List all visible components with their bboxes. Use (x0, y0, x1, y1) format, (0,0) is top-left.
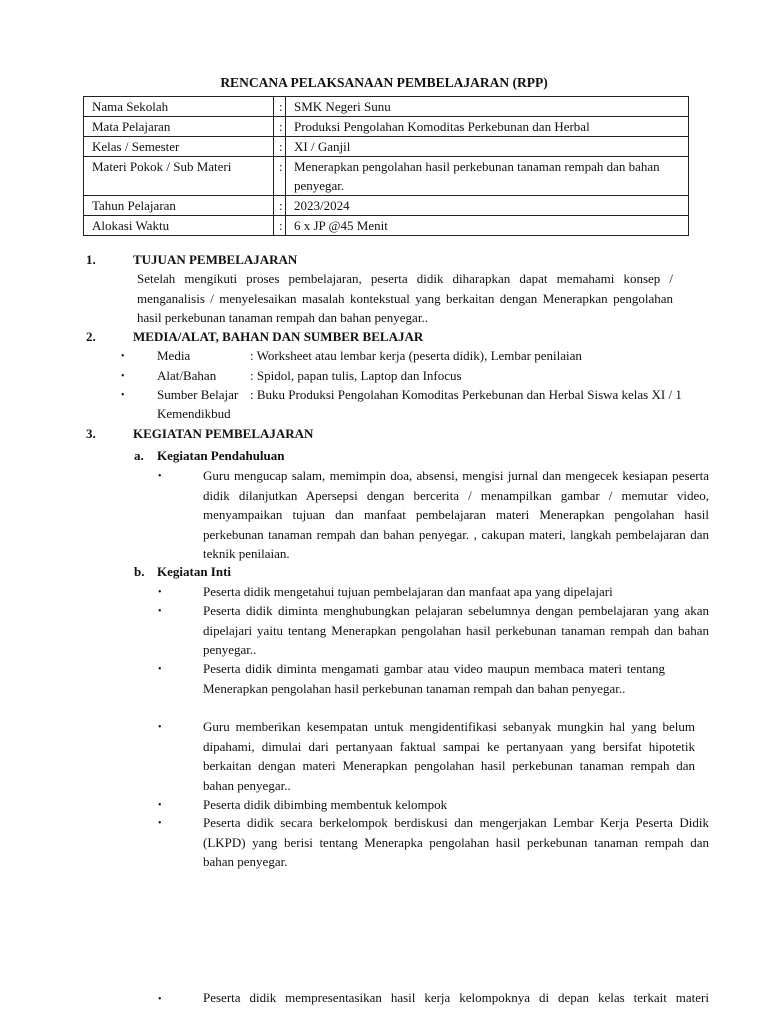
section-3-heading: KEGIATAN PEMBELAJARAN (133, 426, 314, 441)
bullet-icon: • (121, 390, 125, 401)
row-value: XI / Ganjil (286, 137, 689, 157)
section-1-text: Setelah mengikuti proses pembelajaran, peserta didik diharapkan dapat memahami konsep / menganalisis / menyelesaikan masalah kontekstual yang berkaitan dengan Menerapkan pengolahan hasil perkebunan tanaman rempah dan bahan penyegar.. (137, 271, 673, 326)
bullet-icon: • (158, 664, 162, 675)
table-row (84, 97, 689, 117)
bullet-icon: • (158, 994, 162, 1005)
row-separator: : (274, 216, 286, 236)
alat-bahan-label: Alat/Bahan (157, 368, 217, 383)
info-table (83, 96, 689, 236)
row-separator: : (274, 137, 286, 157)
bullet-icon: • (158, 818, 162, 829)
row-separator: : (274, 157, 286, 196)
list-item: Peserta didik secara berkelompok berdiskusi dan mengerjakan Lembar Kerja Peserta Didik (LKPD) yang berisi tentang Menerapka pengolahan hasil perkebunan tanaman rempah dan bahan penyegar. (203, 815, 709, 870)
subsection-a-heading: Kegiatan Pendahuluan (157, 448, 285, 463)
bullet-icon: • (158, 587, 162, 598)
list-item: Peserta didik diminta menghubungkan pelajaran sebelumnya dengan pembelajaran yang akan dipelajari yaitu tentang Menerapkan pengolahan hasil perkebunan tanaman rempah dan bahan penyegar.. (203, 603, 709, 658)
media-label: Media (157, 348, 191, 363)
table-row (84, 157, 689, 196)
section-2-heading: MEDIA/ALAT, BAHAN DAN SUMBER BELAJAR (133, 329, 424, 344)
bullet-icon: • (121, 351, 125, 362)
row-value: Menerapkan pengolahan hasil perkebunan tanaman rempah dan bahan penyegar. (286, 157, 689, 196)
bullet-icon: • (158, 606, 162, 617)
row-separator: : (274, 117, 286, 137)
subsection-a-marker: a. (134, 448, 144, 463)
document-title: RENCANA PELAKSANAAN PEMBELAJARAN (RPP) (220, 75, 548, 90)
section-1-heading: TUJUAN PEMBELAJARAN (133, 252, 298, 267)
table-row (84, 196, 689, 216)
row-label: Nama Sekolah (84, 97, 274, 117)
subsection-b-marker: b. (134, 564, 145, 579)
bullet-icon: • (158, 471, 162, 482)
table-row (84, 216, 689, 236)
row-label: Tahun Pelajaran (84, 196, 274, 216)
row-label: Kelas / Semester (84, 137, 274, 157)
bullet-icon: • (158, 800, 162, 811)
section-3-number: 3. (86, 426, 96, 441)
section-1-number: 1. (86, 252, 96, 267)
sumber-belajar-label: Sumber Belajar (157, 387, 239, 402)
list-item: Guru memberikan kesempatan untuk mengidentifikasi sebanyak mungkin hal yang belum dipahami, dimulai dari pertanyaan faktual sampai ke pertanyaan yang bersifat hipotetik berkaitan dengan materi Menerapkan pengolahan hasil perkebunan tanaman rempah dan bahan penyegar.. (203, 719, 695, 793)
subsection-b-heading: Kegiatan Inti (157, 564, 232, 579)
row-separator: : (274, 97, 286, 117)
table-row (84, 137, 689, 157)
list-item: Peserta didik mengetahui tujuan pembelajaran dan manfaat apa yang dipelajari (203, 584, 613, 599)
alat-bahan-value: : Spidol, papan tulis, Laptop dan Infocus (250, 368, 462, 383)
media-value: : Worksheet atau lembar kerja (peserta didik), Lembar penilaian (250, 348, 582, 363)
sumber-belajar-value: : Buku Produksi Pengolahan Komoditas Perkebunan dan Herbal Siswa kelas XI / 1 (250, 387, 682, 402)
row-value: 2023/2024 (286, 196, 689, 216)
row-label: Mata Pelajaran (84, 117, 274, 137)
bullet-icon: • (121, 371, 125, 382)
bullet-icon: • (158, 722, 162, 733)
list-item: Guru mengucap salam, memimpin doa, absensi, mengisi jurnal dan mengecek kesiapan peserta didik dilanjutkan Apersepsi dengan bercerita / menampilkan gambar / memutar video, menyampaikan tujuan dan manfaat pembelajaran materi Menerapkan pengolahan hasil perkebunan tanaman rempah dan bahan penyegar. , cakupan materi, langkah pembelajaran dan teknik penilaian. (203, 468, 709, 562)
row-value: SMK Negeri Sunu (286, 97, 689, 117)
row-separator: : (274, 196, 286, 216)
list-item: Peserta didik mempresentasikan hasil kerja kelompoknya di depan kelas terkait materi (203, 990, 709, 1005)
row-label: Materi Pokok / Sub Materi (84, 157, 274, 196)
section-2-number: 2. (86, 329, 96, 344)
list-item: Peserta didik diminta mengamati gambar atau video maupun membaca materi tentang Menerapkan pengolahan hasil perkebunan tanaman rempah dan bahan penyegar.. (203, 661, 665, 696)
list-item: Peserta didik dibimbing membentuk kelompok (203, 797, 448, 812)
sumber-belajar-continuation: Kemendikbud (157, 406, 231, 421)
table-row (84, 117, 689, 137)
row-value: Produksi Pengolahan Komoditas Perkebunan dan Herbal (286, 117, 689, 137)
row-value: 6 x JP @45 Menit (286, 216, 689, 236)
row-label: Alokasi Waktu (84, 216, 274, 236)
